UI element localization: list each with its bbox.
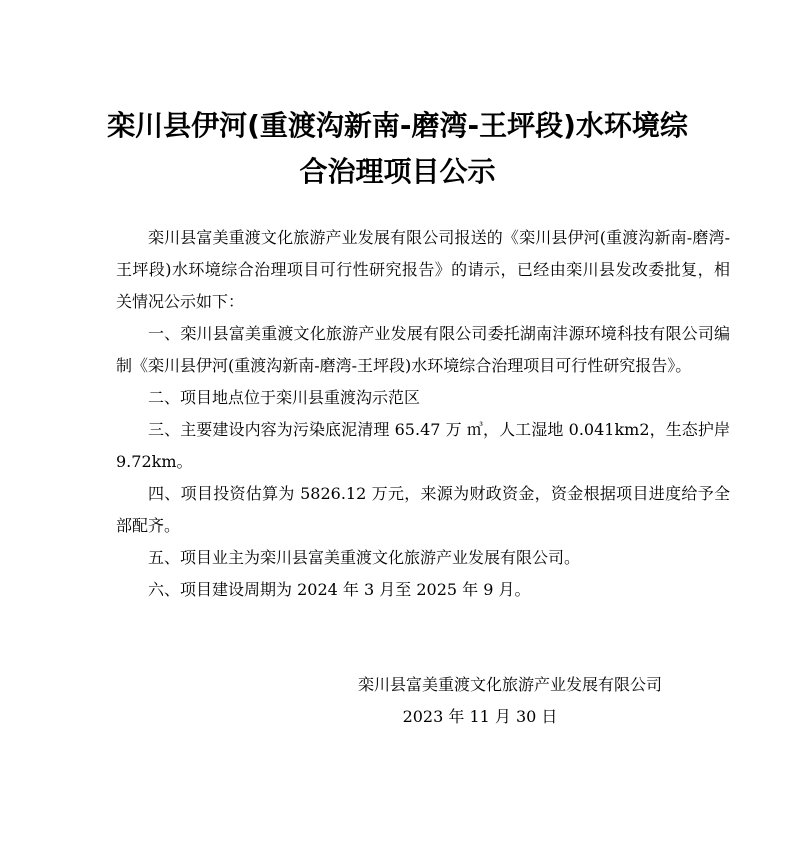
document-title-line-2: 合治理项目公示	[299, 155, 496, 188]
intro-paragraph: 栾川县富美重渡文化旅游产业发展有限公司报送的《栾川县伊河(重渡沟新南-磨湾-王坪段)水环境综合治理项目可行性研究报告》的请示，已经由栾川县发改委批复，相关情况公示如下：	[116, 228, 730, 311]
item-5-paragraph: 五、项目业主为栾川县富美重渡文化旅游产业发展有限公司。	[148, 548, 581, 567]
document-title-line-1: 栾川县伊河(重渡沟新南-磨湾-王坪段)水环境综	[107, 109, 688, 142]
signature-organization: 栾川县富美重渡文化旅游产业发展有限公司	[357, 675, 662, 694]
signature-date: 2023 年 11 月 30 日	[402, 707, 558, 726]
document-body	[116, 222, 730, 606]
item-1-paragraph: 一、栾川县富美重渡文化旅游产业发展有限公司委托湖南沣源环境科技有限公司编制《栾川县伊河(重渡沟新南-磨湾-王坪段)水环境综合治理项目可行性研究报告》。	[116, 324, 730, 375]
item-2-paragraph: 二、项目地点位于栾川县重渡沟示范区	[148, 388, 421, 407]
item-3-paragraph: 三、主要建设内容为污染底泥清理 65.47 万 ㎥，人工湿地 0.041km2，生态护岸 9.72km。	[116, 420, 730, 471]
item-6-paragraph: 六、项目建设周期为 2024 年 3 月至 2025 年 9 月。	[148, 580, 531, 599]
item-4-paragraph: 四、项目投资估算为 5826.12 万元，来源为财政资金，资金根据项目进度给予全部配齐。	[116, 484, 730, 535]
